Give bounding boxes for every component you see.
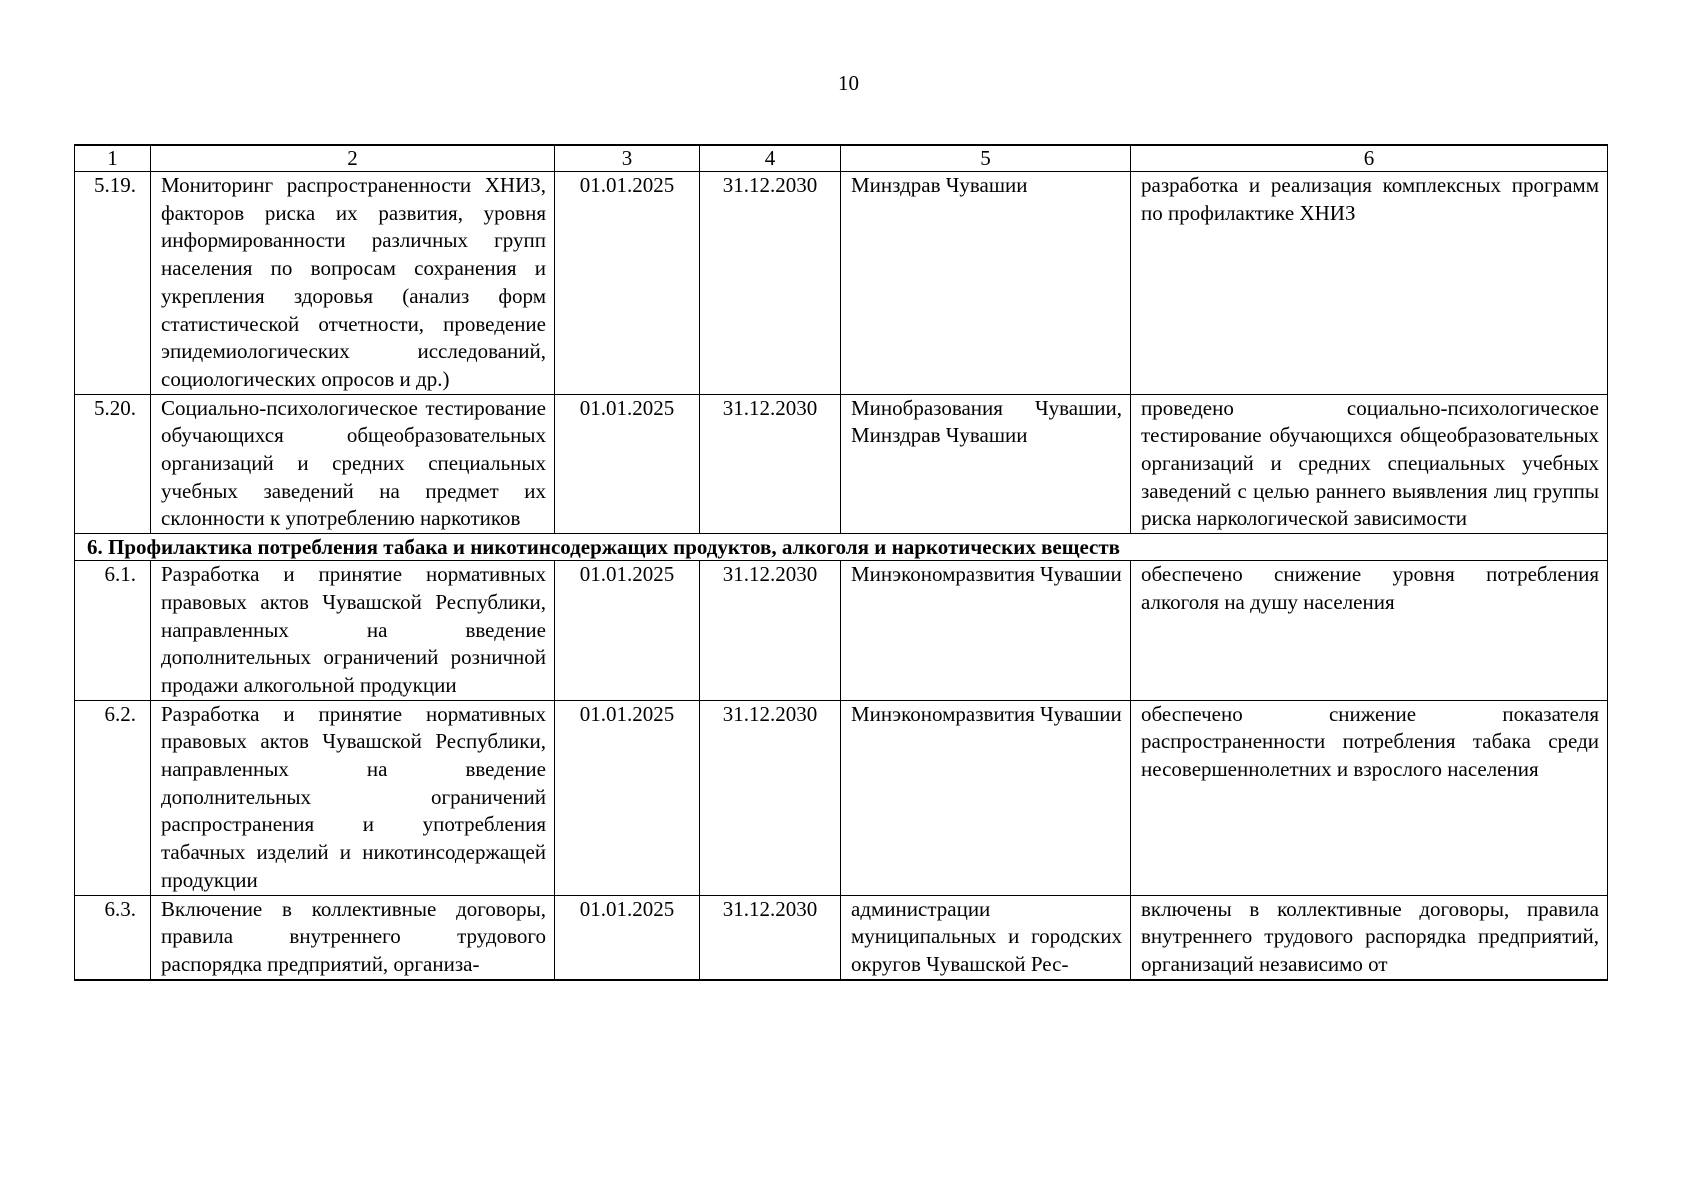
activities-table	[74, 144, 1608, 981]
header-cell: 4	[700, 145, 841, 172]
row-number: 6.2.	[75, 700, 151, 895]
activity-cell: Включение в коллективные договоры, правила внутреннего трудового распорядка предприятий, организа-	[151, 895, 555, 980]
section-title: 6. Профилактика потребления табака и никотинсодержащих продуктов, алкоголя и наркотических веществ	[75, 534, 1608, 561]
header-cell: 3	[555, 145, 700, 172]
row-number: 5.19.	[75, 172, 151, 395]
result-cell: проведено социально-психологическое тестирование обучающихся общеобразовательных организаций и средних специальных учебных заведений с целью раннего выявления лиц группы риска наркологической зависимости	[1131, 394, 1608, 534]
end-date-cell: 31.12.2030	[700, 700, 841, 895]
executor-cell: Минздрав Чувашии	[841, 172, 1131, 395]
end-date-cell: 31.12.2030	[700, 561, 841, 701]
table-row	[75, 394, 1608, 534]
header-cell: 1	[75, 145, 151, 172]
table-row	[75, 172, 1608, 395]
executor-cell: Минэкономразвития Чувашии	[841, 700, 1131, 895]
activity-cell: Социально-психологическое тестирование обучающихся общеобразовательных организаций и средних специальных учебных заведений на предмет их склонности к употреблению наркотиков	[151, 394, 555, 534]
activity-cell: Разработка и принятие нормативных правовых актов Чувашской Республики, направленных на введение дополнительных ограничений розничной продажи алкогольной продукции	[151, 561, 555, 701]
start-date-cell: 01.01.2025	[555, 895, 700, 980]
end-date-cell: 31.12.2030	[700, 895, 841, 980]
table-row	[75, 700, 1608, 895]
result-cell: обеспечено снижение уровня потребления алкоголя на душу населения	[1131, 561, 1608, 701]
row-number: 6.3.	[75, 895, 151, 980]
executor-cell: Минобразования Чувашии, Минздрав Чувашии	[841, 394, 1131, 534]
activity-cell: Мониторинг распространенности ХНИЗ, факторов риска их развития, уровня информированности различных групп населения по вопросам сохранения и укрепления здоровья (анализ форм статистической отчетности, проведение эпидемиологических исследований, социологических опросов и др.)	[151, 172, 555, 395]
section-heading-row	[75, 534, 1608, 561]
row-number: 6.1.	[75, 561, 151, 701]
end-date-cell: 31.12.2030	[700, 172, 841, 395]
start-date-cell: 01.01.2025	[555, 394, 700, 534]
table-row	[75, 561, 1608, 701]
result-cell: обеспечено снижение показателя распространенности потребления табака среди несовершеннолетних и взрослого населения	[1131, 700, 1608, 895]
executor-cell: администрации муниципальных и городских округов Чувашской Рес-	[841, 895, 1131, 980]
row-number: 5.20.	[75, 394, 151, 534]
start-date-cell: 01.01.2025	[555, 172, 700, 395]
table-row	[75, 895, 1608, 980]
result-cell: включены в коллективные договоры, правила внутреннего трудового распорядка предприятий, организаций независимо от	[1131, 895, 1608, 980]
start-date-cell: 01.01.2025	[555, 700, 700, 895]
result-cell: разработка и реализация комплексных программ по профилактике ХНИЗ	[1131, 172, 1608, 395]
start-date-cell: 01.01.2025	[555, 561, 700, 701]
end-date-cell: 31.12.2030	[700, 394, 841, 534]
header-cell: 6	[1131, 145, 1608, 172]
header-cell: 2	[151, 145, 555, 172]
header-cell: 5	[841, 145, 1131, 172]
column-number-header	[75, 145, 1608, 172]
page-number: 10	[838, 71, 859, 95]
executor-cell: Минэкономразвития Чувашии	[841, 561, 1131, 701]
activity-cell: Разработка и принятие нормативных правовых актов Чувашской Республики, направленных на введение дополнительных ограничений распространения и употребления табачных изделий и никотинсодержащей продукции	[151, 700, 555, 895]
